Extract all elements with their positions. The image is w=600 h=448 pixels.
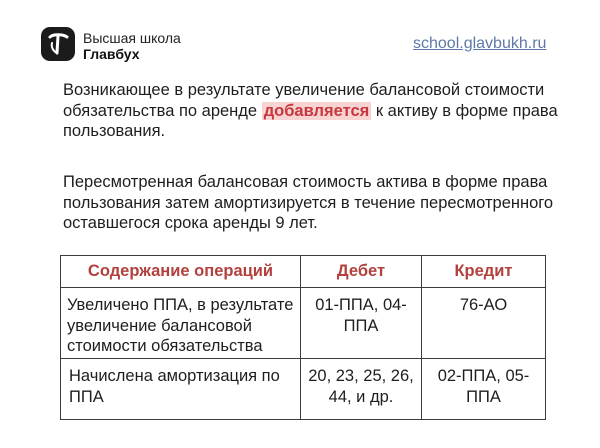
credit-cell: 02-ППА, 05-ППА bbox=[422, 359, 546, 420]
table-row bbox=[61, 359, 546, 420]
debit-cell: 01-ППА, 04-ППА bbox=[301, 288, 422, 359]
paragraph-1-text-start: Возникающее в результате увеличение балансовой стоимости обязательства по аренде bbox=[63, 81, 545, 120]
glavbukh-logo-icon bbox=[41, 27, 75, 61]
operation-cell: Увеличено ППА, в результате увеличение балансовой стоимости обязательства bbox=[61, 288, 301, 359]
highlighted-word: добавляется bbox=[263, 101, 370, 120]
column-header-credit: Кредит bbox=[422, 256, 546, 288]
brand-name-line1: Высшая школа bbox=[83, 30, 181, 46]
paragraph-amortization: Пересмотренная балансовая стоимость актива в форме права пользования затем амортизируется в течение пересмотренного оставшегося срока аренды 9 лет. bbox=[63, 173, 554, 232]
table-header-row bbox=[61, 256, 546, 288]
operations-table bbox=[60, 255, 546, 420]
paragraph-1-text-end: к активу в форме права пользования. bbox=[63, 101, 558, 140]
paragraph-lease-increase bbox=[63, 80, 573, 142]
credit-cell: 76-АО bbox=[422, 288, 546, 359]
brand-name bbox=[83, 30, 181, 62]
column-header-debit: Дебет bbox=[301, 256, 422, 288]
brand-name-line2: Главбух bbox=[83, 46, 140, 62]
site-url-link[interactable]: school.glavbukh.ru bbox=[413, 35, 547, 52]
debit-cell: 20, 23, 25, 26, 44, и др. bbox=[301, 359, 422, 420]
operation-cell: Начислена амортизация по ППА bbox=[61, 359, 301, 420]
column-header-operations: Содержание операций bbox=[61, 256, 301, 288]
table-row bbox=[61, 288, 546, 359]
